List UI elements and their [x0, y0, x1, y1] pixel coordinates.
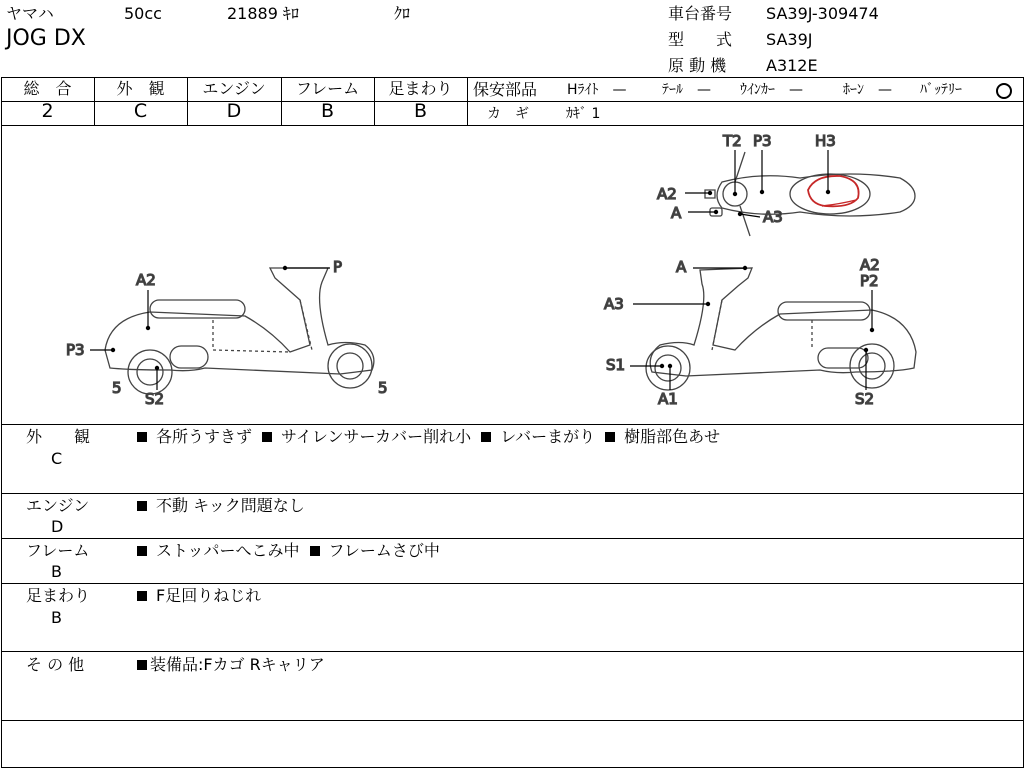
bullet-square-icon: [262, 432, 272, 442]
type-label: 型 式: [668, 30, 733, 49]
label-right-a1: A1: [658, 390, 678, 408]
label-left-p3: P3: [66, 341, 85, 359]
engine-label: 原 動 機: [668, 56, 727, 75]
note-suspension-items: F足回りねじれ: [137, 587, 271, 605]
label-top-h3: H3: [815, 132, 836, 150]
grade-engine-label: エンジン: [202, 79, 266, 98]
engine-value: A312E: [766, 56, 818, 75]
label-right-a2: A2: [860, 256, 880, 274]
label-left-5a: 5: [112, 379, 122, 397]
label-right-a3: A3: [604, 295, 624, 313]
bullet-square-icon: [137, 501, 147, 511]
grade-exterior-label: 外 観: [116, 79, 165, 98]
safety-divider: [467, 101, 1023, 102]
right-markers: [660, 266, 874, 368]
note-other-label: そ の 他: [26, 655, 85, 674]
note-engine-grade: D: [51, 517, 64, 536]
bullet-square-icon: [137, 432, 147, 442]
notes-top-line: [1, 424, 1023, 425]
grade-frame-value: B: [320, 100, 335, 122]
notes-divider: [1, 538, 1023, 539]
notes-divider: [1, 583, 1023, 584]
frame-no: SA39J-309474: [766, 4, 879, 23]
note-frame-label: フレーム: [26, 541, 90, 560]
top-leader-lines: [685, 150, 828, 217]
notes-divider: [1, 651, 1023, 652]
grade-col-line: [467, 78, 468, 125]
label-left-s2: S2: [145, 390, 165, 408]
grade-suspension-value: B: [413, 100, 428, 122]
grade-suspension-label: 足まわり: [388, 79, 453, 98]
label-right-s2: S2: [855, 390, 875, 408]
note-frame-grade: B: [51, 562, 62, 581]
grade-overall-label: 総 合: [23, 79, 72, 98]
note-suspension-label: 足まわり: [26, 586, 91, 605]
label-right-s1: S1: [606, 356, 626, 374]
bullet-square-icon: [605, 432, 615, 442]
headlight-status: Hﾗｲﾄ —: [567, 82, 627, 98]
note-engine-items: 不動 キック問題なし: [137, 497, 315, 515]
note-engine-label: エンジン: [26, 496, 90, 515]
label-top-a: A: [671, 204, 682, 222]
notes-divider: [1, 493, 1023, 494]
bullet-square-icon: [310, 546, 320, 556]
bullet-square-icon: [481, 432, 491, 442]
bullet-square-icon: [137, 660, 147, 670]
type-value: SA39J: [766, 30, 813, 49]
label-right-p2: P2: [860, 272, 879, 290]
horn-status: ﾎｰﾝ —: [843, 82, 892, 98]
battery-ok-circle-icon: [996, 83, 1012, 99]
note-suspension-grade: B: [51, 608, 62, 627]
note-exterior-items: 各所うすきず サイレンサーカバー削れ小 レバーまがり 樹脂部色あせ: [137, 428, 730, 446]
label-left-5b: 5: [378, 379, 388, 397]
model-name: JOG DX: [6, 26, 86, 51]
label-top-p3: P3: [753, 132, 772, 150]
note-exterior-grade: C: [51, 449, 63, 468]
label-left-p: P: [333, 258, 343, 276]
frame-no-label: 車台番号: [668, 4, 733, 23]
maker: ヤマハ: [6, 4, 54, 23]
damage-diagram: [0, 126, 1024, 424]
label-top-t2: T2: [723, 132, 742, 150]
mileage: 21889 ｷﾛ: [227, 4, 299, 23]
grade-exterior-value: C: [133, 100, 148, 122]
grade-engine-value: D: [226, 100, 242, 122]
winker-status: ｳｲﾝｶｰ —: [740, 82, 803, 98]
key-label: カ ギ: [487, 106, 529, 122]
grade-overall-value: 2: [41, 100, 54, 122]
note-other-items: 装備品:Fカゴ Rキャリア: [137, 656, 335, 674]
notes-divider: [1, 720, 1023, 721]
right-leader-lines: [630, 268, 872, 390]
bullet-square-icon: [137, 591, 147, 601]
taillight-status: ﾃｰﾙ —: [662, 82, 711, 98]
displacement: 50cc: [124, 4, 162, 23]
safety-title: 保安部品: [473, 80, 538, 99]
grade-frame-label: フレーム: [295, 79, 360, 98]
label-top-a2: A2: [657, 185, 677, 203]
note-exterior-label: 外 観: [26, 427, 91, 446]
label-left-a2: A2: [136, 271, 156, 289]
label-right-a: A: [676, 258, 687, 276]
battery-status: ﾊﾞｯﾃﾘｰ: [920, 82, 962, 98]
note-frame-items: ストッパーへこみ中 フレームさび中: [137, 542, 450, 560]
key-value: ｶｷﾞ 1: [566, 106, 601, 122]
color: ｸﾛ: [394, 4, 411, 23]
bullet-square-icon: [137, 546, 147, 556]
label-top-a3: A3: [763, 208, 783, 226]
